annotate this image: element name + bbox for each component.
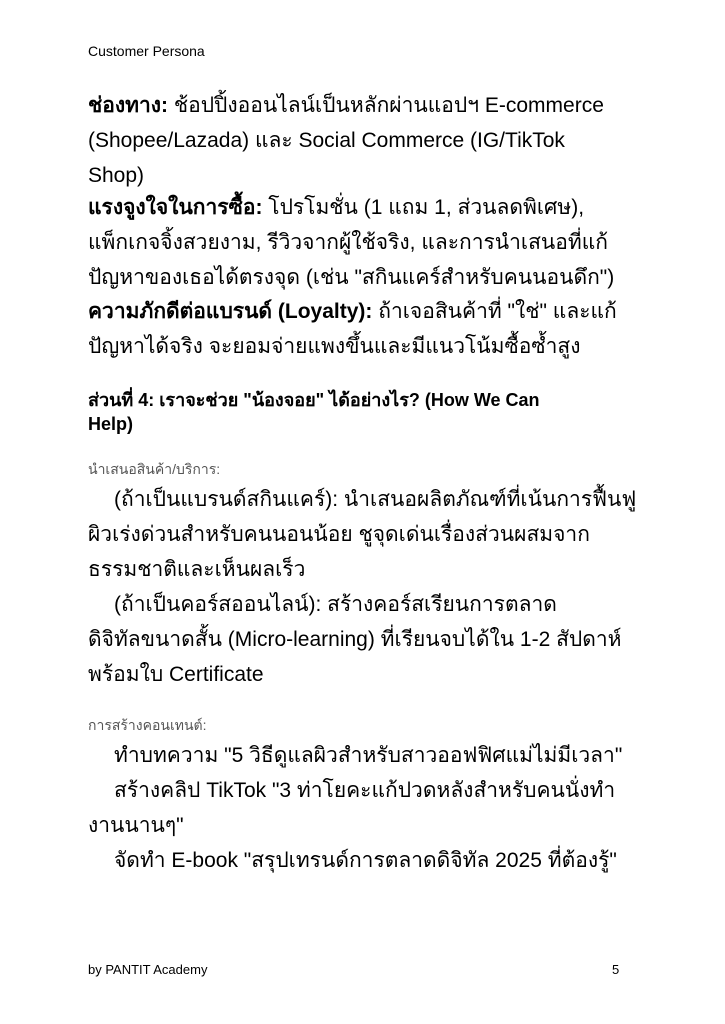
page-header-title: Customer Persona xyxy=(88,43,205,59)
loyalty-text-line1: ถ้าเจอสินค้าที่ "ใช่" และแก้ xyxy=(378,300,617,323)
loyalty-text-line2: ปัญหาได้จริง จะยอมจ่ายแพงขึ้นและมีแนวโน้มซื้อซ้ำสูง xyxy=(88,335,581,358)
offer-item2-line2: ดิจิทัลขนาดสั้น (Micro-learning) ที่เรียนจบได้ใน 1-2 สัปดาห์ xyxy=(88,628,622,651)
footer-brand: by PANTIT Academy xyxy=(88,962,208,977)
channels-paragraph xyxy=(88,88,648,193)
content-item1: ทำบทความ "5 วิธีดูแลผิวสำหรับสาวออฟฟิศแม่ไม่มีเวลา" xyxy=(114,744,623,767)
section-4-heading-line1: ส่วนที่ 4: เราจะช่วย "น้องจอย" ได้อย่างไร? (How We Can xyxy=(88,390,540,410)
motivation-text-line3: ปัญหาของเธอได้ตรงจุด (เช่น "สกินแคร์สำหรับคนนอนดึก") xyxy=(88,266,615,289)
section-4-heading xyxy=(88,388,648,436)
loyalty-label: ความภักดีต่อแบรนด์ (Loyalty): xyxy=(88,300,373,323)
offer-item2-line1: (ถ้าเป็นคอร์สออนไลน์): สร้างคอร์สเรียนการตลาด xyxy=(114,593,557,616)
offer-item1-line2: ผิวเร่งด่วนสำหรับคนนอนน้อย ชูจุดเด่นเรื่องส่วนผสมจาก xyxy=(88,523,590,546)
content-list xyxy=(88,738,648,878)
offer-label: นำเสนอสินค้า/บริการ: xyxy=(88,461,221,477)
content-item3: จัดทำ E-book "สรุปเทรนด์การตลาดดิจิทัล 2025 ที่ต้องรู้" xyxy=(114,849,617,872)
offer-list xyxy=(88,482,648,692)
section-4-heading-line2: Help) xyxy=(88,414,133,434)
offer-item1-line1: (ถ้าเป็นแบรนด์สกินแคร์): นำเสนอผลิตภัณฑ์ที่เน้นการฟื้นฟู xyxy=(114,488,637,511)
offer-item1-line3: ธรรมชาติและเห็นผลเร็ว xyxy=(88,558,306,581)
motivation-text-line2: แพ็กเกจจิ้งสวยงาม, รีวิวจากผู้ใช้จริง, และการนำเสนอที่แก้ xyxy=(88,231,608,254)
content-label: การสร้างคอนเทนต์: xyxy=(88,717,207,733)
channels-text-line3: Shop) xyxy=(88,164,145,187)
channels-label: ช่องทาง: xyxy=(88,94,169,117)
motivation-label: แรงจูงใจในการซื้อ: xyxy=(88,196,263,219)
channels-text-line1: ช้อปปิ้งออนไลน์เป็นหลักผ่านแอปฯ E-commerce xyxy=(173,94,604,117)
content-item2-line1: สร้างคลิป TikTok "3 ท่าโยคะแก้ปวดหลังสำหรับคนนั่งทำ xyxy=(114,779,616,802)
loyalty-paragraph xyxy=(88,294,648,364)
content-item2-line2: งานนานๆ" xyxy=(88,814,184,837)
offer-item2-line3: พร้อมใบ Certificate xyxy=(88,663,264,686)
motivation-text-line1: โปรโมชั่น (1 แถม 1, ส่วนลดพิเศษ), xyxy=(268,196,585,219)
motivation-paragraph xyxy=(88,190,648,295)
channels-text-line2: (Shopee/Lazada) และ Social Commerce (IG/TikTok xyxy=(88,129,565,152)
page-number: 5 xyxy=(612,962,620,977)
